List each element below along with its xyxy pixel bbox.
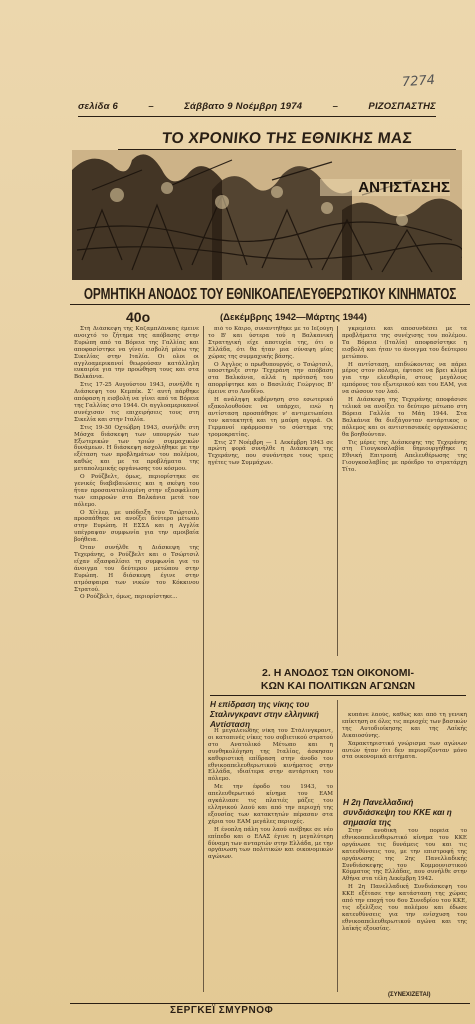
- col2b-paragraph: Η ένοπλη πάλη του λαού ανέβηκε σε νέο επίπεδο και ο ΕΛΑΣ έγινε η μεγαλύτερη δύναμη των ανταρτών στην Ελλάδα, με την οργάνωση των πολιτικών και οικονομικών αγώνων.: [208, 826, 333, 861]
- column-2-lower: [208, 728, 333, 990]
- masthead-page: σελίδα 6: [78, 100, 118, 112]
- column-1: [74, 326, 199, 992]
- masthead-rule: [78, 116, 436, 117]
- column-3: [342, 326, 467, 656]
- col3c-paragraph: Η 2η Πανελλαδική Συνδιάσκεψη του ΚΚΕ εξέτασε την κατάσταση της χώρας από την εποχή του 6ου Συνεδρίου του ΚΚΕ, τις εξελίξεις του πολέμου και έδωσε κατευθύνσεις για την ενίσχυση του εθνικοαπελευθερωτικού αγώνα και της λαϊκής εξουσίας.: [342, 884, 467, 932]
- col1-paragraph: Όταν συνήλθε η Διάσκεψη της Τεχεράνης, ο Ρούζβελτ και ο Τσώρτσιλ είχαν εξασφαλίσει τη συμφωνία για το άνοιγμα του δεύτερου μετώπου στην Ευρώπη. Η διάσκεψη έγινε στην ατμόσφαιρα των νικών του Κόκκινου Στρατού.: [74, 545, 199, 593]
- subheading-kke-conference: Η 2η Πανελλαδική συνδιάσκεψη του ΚΚΕ και η σημασία της: [343, 798, 452, 827]
- author-byline: ΣΕΡΓΚΕΪ ΣΜΥΡΝΟΦ: [170, 1005, 274, 1016]
- column-2: [208, 326, 333, 656]
- col1-paragraph: Στις 19-30 Οχτώβρη 1943, συνήλθε στη Μόσχα διάσκεψη των υπουργών των Εξωτερικών των τριών συμμαχικών δυνάμεων. Η διάσκεψη ασχολήθηκε με την εξέταση των προβλημάτων του πολέμου, καθώς και με τα προβλήματα της μεταπολεμικής οργάνωσης του κόσμου.: [74, 424, 199, 473]
- section-2-number: 2.: [262, 667, 271, 679]
- column-divider: [337, 700, 338, 992]
- col3b-paragraph: Χαρακτηριστικό γνώρισμα των αγώνων αυτών ήταν ότι δεν περιορίζονταν μόνο στα οικονομικά αιτήματα.: [342, 740, 467, 761]
- series-title: ΤΟ ΧΡΟΝΙΚΟ ΤΗΣ ΕΘΝΙΚΗΣ ΜΑΣ: [161, 130, 413, 147]
- headline-rule: [70, 304, 470, 305]
- article-dates: (Δεκέμβρης 1942—Μάρτης 1944): [220, 312, 367, 323]
- col1-paragraph: Στή Διάσκεψη της Καζαμπλάνκας έμεινε ανοιχτό το ζήτημα της απόβασης στην Ευρώπη από τα Βόρεια της Γαλλίας και αποφασίστηκε να γίνει εισβολή μέσω της Σικελίας στην Ιταλία. Οι ολοι οι αγγλοαμερικανοί θεωρούσαν κατάλληλη ευκαιρία για την προώθηση τους και στα Βαλκάνια.: [74, 326, 199, 381]
- masthead-paper: ΡΙΖΟΣΠΑΣΤΗΣ: [368, 100, 436, 112]
- masthead-date: Σάββατο 9 Νοέμβρη 1974: [184, 100, 303, 112]
- masthead-dash-2: –: [332, 100, 339, 112]
- masthead-dash-1: –: [148, 100, 154, 112]
- section-2-title-text-1: Η ΑΝΟΔΟΣ ΤΩΝ ΟΙΚΟΝΟΜΙ-: [273, 667, 414, 679]
- handwritten-archive-number: 7274: [401, 72, 436, 91]
- col3c-paragraph: Στην ανοδική του πορεία το εθνικοαπελευθερωτικό κίνημα του ΚΚΕ οργάνωσε τις δυνάμεις του και τις κατευθύνσεις του, με την επιστροφή της οργάνωσης της 2ης Πανελλαδικής Συνδιάσκεψης του Κομμουνιστικού Κόμματος της Ελλάδας, που συνήλθε στην Αθήνα στα τέλη Δεκέμβρη 1942.: [342, 828, 467, 883]
- column-3-lower: [342, 712, 467, 764]
- section-2-heading: [210, 667, 466, 693]
- col3-paragraph: Η Διάσκεψη της Τεχεράνης αποφάσισε τελικά να ανοίξει το δεύτερο μέτωπο στη Βόρεια Γαλλία το Μάη 1944. Στα Βαλκάνια θα διεξάγονταν αντάρτικος ο πόλεμος και οι αντιστασιακές οργανώσεις θα βοηθούνταν.: [342, 397, 467, 438]
- article-headline: ΟΡΜΗΤΙΚΗ ΑΝΟΔΟΣ ΤΟΥ ΕΘΝΙΚΟΑΠΕΛΕΥΘΕΡΩΤΙΚΟΥ ΚΙΝΗΜΑΤΟΣ: [83, 284, 457, 303]
- section-2-title-line-2: ΚΩΝ ΚΑΙ ΠΟΛΙΤΙΚΩΝ ΑΓΩΝΩΝ: [260, 680, 416, 692]
- column-divider: [203, 326, 204, 992]
- col1-paragraph: Ο Ρούζβελτ, όμως, περιορίστηκε σε γενικές διαβεβαιώσεις και η σκέψη του ήταν προσανατολισμένη στην εξασφάλιση των επιρροών στα Βαλκάνια μετά τον πόλεμο.: [74, 474, 199, 508]
- col2-paragraph: Ο Άγγλος ο πρωθυπουργός, ο Τσώρτσιλ, υποστήριξε στην Τεχεράνη την απόβαση στα Βαλκάνια, αλλά η πρότασή του απορρίφτηκε και ο Βασιλιάς Γεώργιος Β' έμεινε στο Λονδίνο.: [208, 361, 333, 396]
- bottom-rule: [70, 1003, 470, 1004]
- series-subtitle: ΑΝΤΙΣΤΑΣΗΣ: [320, 179, 450, 196]
- subheading-stalingrad: Η επίδραση της νίκης του Σταλινγκραντ στην ελληνική Αντίσταση: [210, 700, 319, 729]
- col1-paragraph: Ο Χίτλερ, με υπόδειξη του Τσώρτσιλ, προσπάθησε να ανοίξει δεύτερο μέτωπο στην Ευρώπη. Η ΕΣΣΔ και η Αγγλία υπέγραψαν συμφωνία για την αμοιβαία βοήθεια.: [74, 509, 199, 544]
- section-2-title-line-1: [210, 667, 466, 680]
- col2-paragraph: Η ανάληψη κυβέρνηση στο εσωτερικό εξακολουθούσε να υπάρχει, ενώ η αντίσταση προσπάθησε ν' αντιμετωπίσει τον κατακτητή και τη μαύρη αγορά. Οι Γερμανοί εφάρμοσαν το σύστημα της τρομοκρατίας.: [208, 397, 333, 438]
- col1-paragraph: Ο Ρούζβελτ, όμως, περιορίστηκε...: [80, 594, 178, 601]
- page-masthead: [78, 98, 436, 114]
- col3-paragraph: γκρεμίσει και αποσυνδέσει με τα προβλήματα της συνέχισης του πολέμου. Τα Βόρεια (Ιταλία) αποφασίστηκε η εισβολή και ήταν το άνοιγμα του δεύτερου μετώπου.: [342, 326, 467, 360]
- section-2-rule: [210, 695, 466, 696]
- resistance-woodcut-illustration: [72, 150, 462, 280]
- col2b-paragraph: Με την έφοδο του 1943, το απελευθερωτικό κίνημα του ΕΑΜ αγκάλιασε τις πλατιές μάζες του ελληνικού λαού και από την περιοχή της εξουσίας των κατακτητών πέρασαν στα χέρια του ΕΑΜ μεγάλες περιοχές.: [208, 784, 333, 825]
- col3-paragraph: Η αντίσταση, επιδιώκοντας να πάρει μέρος στον πόλεμο, έφτασε να βρει κλίμα για την ελευθερία, στους μεγάλους εμπόρους του εξωτερικού και του ΕΑΜ, για να σώσουν τον λαό.: [342, 361, 467, 396]
- col2b-paragraph: Η μεγαλειώδης νίκη του Στάλινγκραντ, οι κατοπινές νίκες του σοβιετικού στρατού στο Ανατολικό Μέτωπο και η συνθηκολόγηση της Ιταλίας, άσκησαν καθοριστική επίδραση στην άνοδο του εθνικοαπελευθερωτικού κινήματος στην Ελλάδα, ιδιαίτερα στην αντάρτικη του πόλεμο.: [208, 728, 333, 783]
- column-3-bottom: [342, 828, 467, 992]
- col1-paragraph: Στις 17-25 Αυγούστου 1943, συνήλθε η Διάσκεψη του Κεμπέκ. Σ' αυτή πάρθηκε απόφαση η εισβολή να γίνει από τα Βόρεια της Γαλλίας στο 1944. Οι αγγλοαμερικανοί συνέχισαν τις επιχειρήσεις τους στη Σικελία και στην Ιταλία.: [74, 382, 199, 423]
- col3-paragraph: Τις μέρες της Διάσκεψης της Τεχεράνης στη Γιουγκοσλαβία δημιουργήθηκε η Εθνική Επιτροπή Απελευθέρωσης της Γιουγκοσλαβίας με πρόεδρο το στρατάρχη Τίτο.: [342, 439, 467, 474]
- issue-number: 40ο: [126, 309, 151, 325]
- column-divider: [337, 326, 338, 656]
- continued-note: (ΣΥΝΕΧΙΖΕΤΑΙ): [388, 992, 431, 998]
- col2-paragraph: Στις 27 Νοέμβρη — 1 Δεκέμβρη 1943 σε πρώτη φορά συνήλθε η Διάσκεψη της Τεχεράνης, που συνάντησε τους τρεις ηγέτες των Συμμάχων.: [208, 439, 333, 467]
- col3b-paragraph: κυπάνε λαούς, καθώς και από τη γενική επίκτηση σε όλες τις περιοχές των βασικών της Αυτοδιοίκησης και της Λαϊκής Δικαιοσύνης.: [342, 712, 467, 739]
- col2-paragraph: πιό το Κάιρο, συναντήθηκε με το Ιεζούγη το Β' και ύστερα τού η Βαλκανική Στρατηγική είχε αποτυχία της, ότι ο Ελλάδα, ότι θα ήταν μια σύναψη μίας χώρας της συμμαχικής βάσης.: [208, 326, 333, 360]
